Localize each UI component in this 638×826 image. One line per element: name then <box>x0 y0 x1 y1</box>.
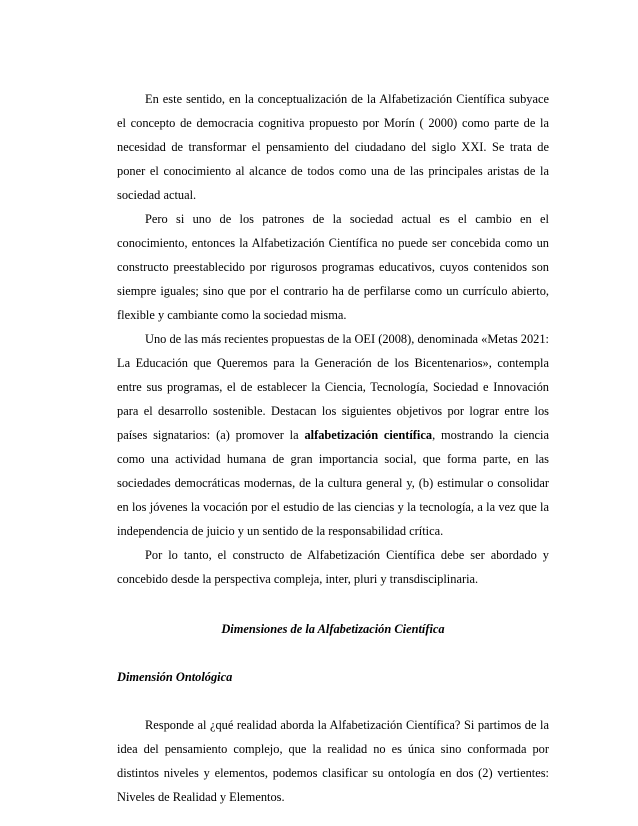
bold-term-alfabetizacion: alfabetización científica <box>304 428 433 442</box>
paragraph-constructo: Por lo tanto, el constructo de Alfabetización Científica debe ser abordado y concebido desde la perspectiva compleja, inter, pluri y transdisciplinaria. <box>117 548 549 586</box>
section-heading: Dimensiones de la Alfabetización Científica <box>221 622 445 636</box>
paragraph-oei-text-a: Uno de las más recientes propuestas de la OEI (2008), denominada «Metas 2021: La Educación que Queremos para la Generación de los Bicentenarios», contempla entre sus programas, el de establecer la Ciencia, Tecnología, Sociedad e Innovación para el desarrollo sostenible. Destacan los siguientes objetivos por lograr entre los países signatarios: (a) promover la <box>117 332 549 442</box>
subsection-heading: Dimensión Ontológica <box>117 670 233 684</box>
paragraph-oei-text-b: , mostrando la ciencia como una actividad humana de gran importancia social, que forma parte, en las sociedades democráticas modernas, de la cultura general y, (b) estimular o consolidar en los jóvenes la vocación por el estudio de las ciencias y la tecnología, a la vez que la independencia de juicio y un sentido de la responsabilidad crítica. <box>117 428 549 538</box>
paragraph-ontologia: Responde al ¿qué realidad aborda la Alfabetización Científica? Si partimos de la idea del pensamiento complejo, que la realidad no es única sino conformada por distintos niveles y elementos, podemos clasificar su ontología en dos (2) vertientes: Niveles de Realidad y Elementos. <box>117 718 549 804</box>
paragraph-democracia-cognitiva: En este sentido, en la conceptualización de la Alfabetización Científica subyace el concepto de democracia cognitiva propuesto por Morín ( 2000) como parte de la necesidad de transformar el pensamiento del ciudadano del siglo XXI. Se trata de poner el conocimiento al alcance de todos como una de las principales aristas de la sociedad actual. <box>117 92 549 202</box>
paragraph-cambio-conocimiento: Pero si uno de los patrones de la sociedad actual es el cambio en el conocimiento, entonces la Alfabetización Científica no puede ser concebida como un constructo preestablecido por rigurosos programas educativos, cuyos contenidos son siempre iguales; sino que por el contrario ha de perfilarse como un currículo abierto, flexible y cambiante como la sociedad misma. <box>117 212 549 322</box>
paragraph-oei-metas <box>117 327 549 543</box>
document-body <box>117 87 549 809</box>
